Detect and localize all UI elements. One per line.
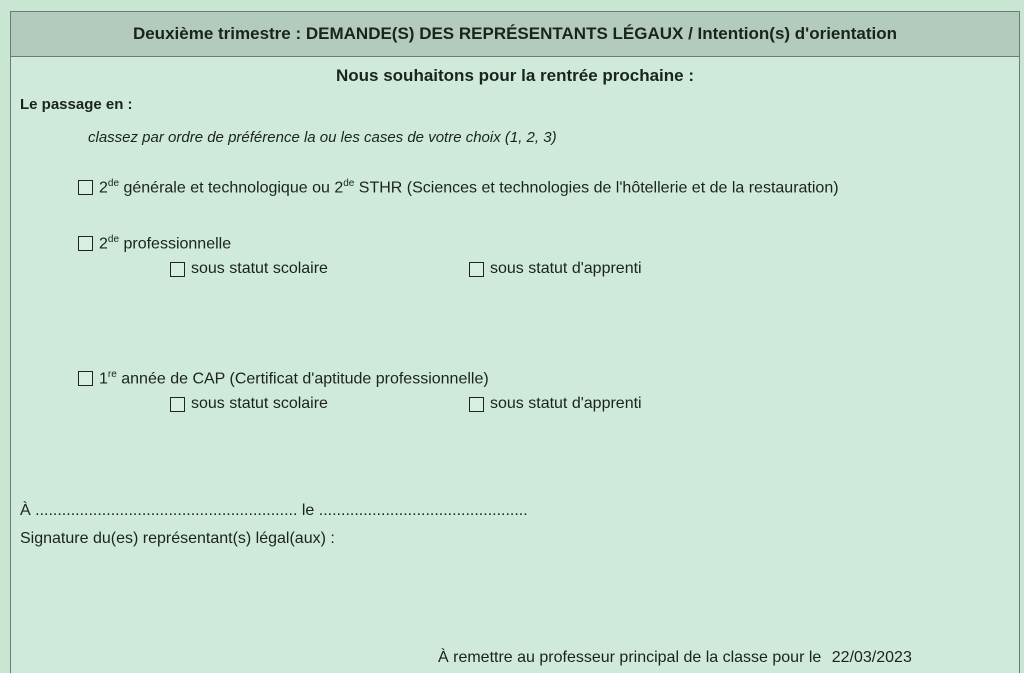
date-field[interactable]: ............................................... xyxy=(318,502,528,519)
instruction-text: classez par ordre de préférence la ou les cases de votre choix (1, 2, 3) xyxy=(88,129,557,146)
form-subtitle: Nous souhaitons pour la rentrée prochaine : xyxy=(336,66,694,85)
checkbox-generale[interactable] xyxy=(78,180,93,195)
option-pro-label: 2de professionnelle xyxy=(99,234,232,253)
option-pro xyxy=(78,234,231,253)
option-cap-label: 1re année de CAP (Certificat d'aptitude professionnelle) xyxy=(99,369,489,388)
option-pro-scolaire-label: sous statut scolaire xyxy=(191,260,328,277)
deadline-date: 22/03/2023 xyxy=(831,649,912,666)
checkbox-pro-scolaire[interactable] xyxy=(170,262,185,277)
option-generale-label: 2de générale et technologique ou 2de STHR (Sciences et technologies de l'hôtellerie et de la restauration) xyxy=(99,178,839,197)
place-field[interactable]: ........................................................... xyxy=(35,502,298,519)
option-pro-apprenti xyxy=(469,260,642,278)
place-label: À xyxy=(20,502,31,519)
footer-text: À remettre au professeur principal de la classe pour le xyxy=(438,649,822,666)
passage-label: Le passage en : xyxy=(20,96,133,113)
form-footer xyxy=(438,649,912,667)
option-generale xyxy=(78,178,839,197)
form-title: Deuxième trimestre : DEMANDE(S) DES REPRÉSENTANTS LÉGAUX / Intention(s) d'orientation xyxy=(132,24,898,43)
option-pro-scolaire xyxy=(170,260,328,278)
option-cap-scolaire xyxy=(170,395,328,413)
form-header xyxy=(11,12,1019,57)
place-date-line xyxy=(20,502,528,520)
checkbox-cap[interactable] xyxy=(78,371,93,386)
date-label: le xyxy=(301,502,315,519)
checkbox-cap-scolaire[interactable] xyxy=(170,397,185,412)
orientation-form xyxy=(10,11,1020,673)
option-cap xyxy=(78,369,489,388)
option-cap-apprenti xyxy=(469,395,642,413)
option-cap-scolaire-label: sous statut scolaire xyxy=(191,395,328,412)
checkbox-pro[interactable] xyxy=(78,236,93,251)
option-cap-apprenti-label: sous statut d'apprenti xyxy=(490,395,642,412)
option-pro-apprenti-label: sous statut d'apprenti xyxy=(490,260,642,277)
signature-label: Signature du(es) représentant(s) légal(aux) : xyxy=(20,530,335,547)
checkbox-pro-apprenti[interactable] xyxy=(469,262,484,277)
checkbox-cap-apprenti[interactable] xyxy=(469,397,484,412)
